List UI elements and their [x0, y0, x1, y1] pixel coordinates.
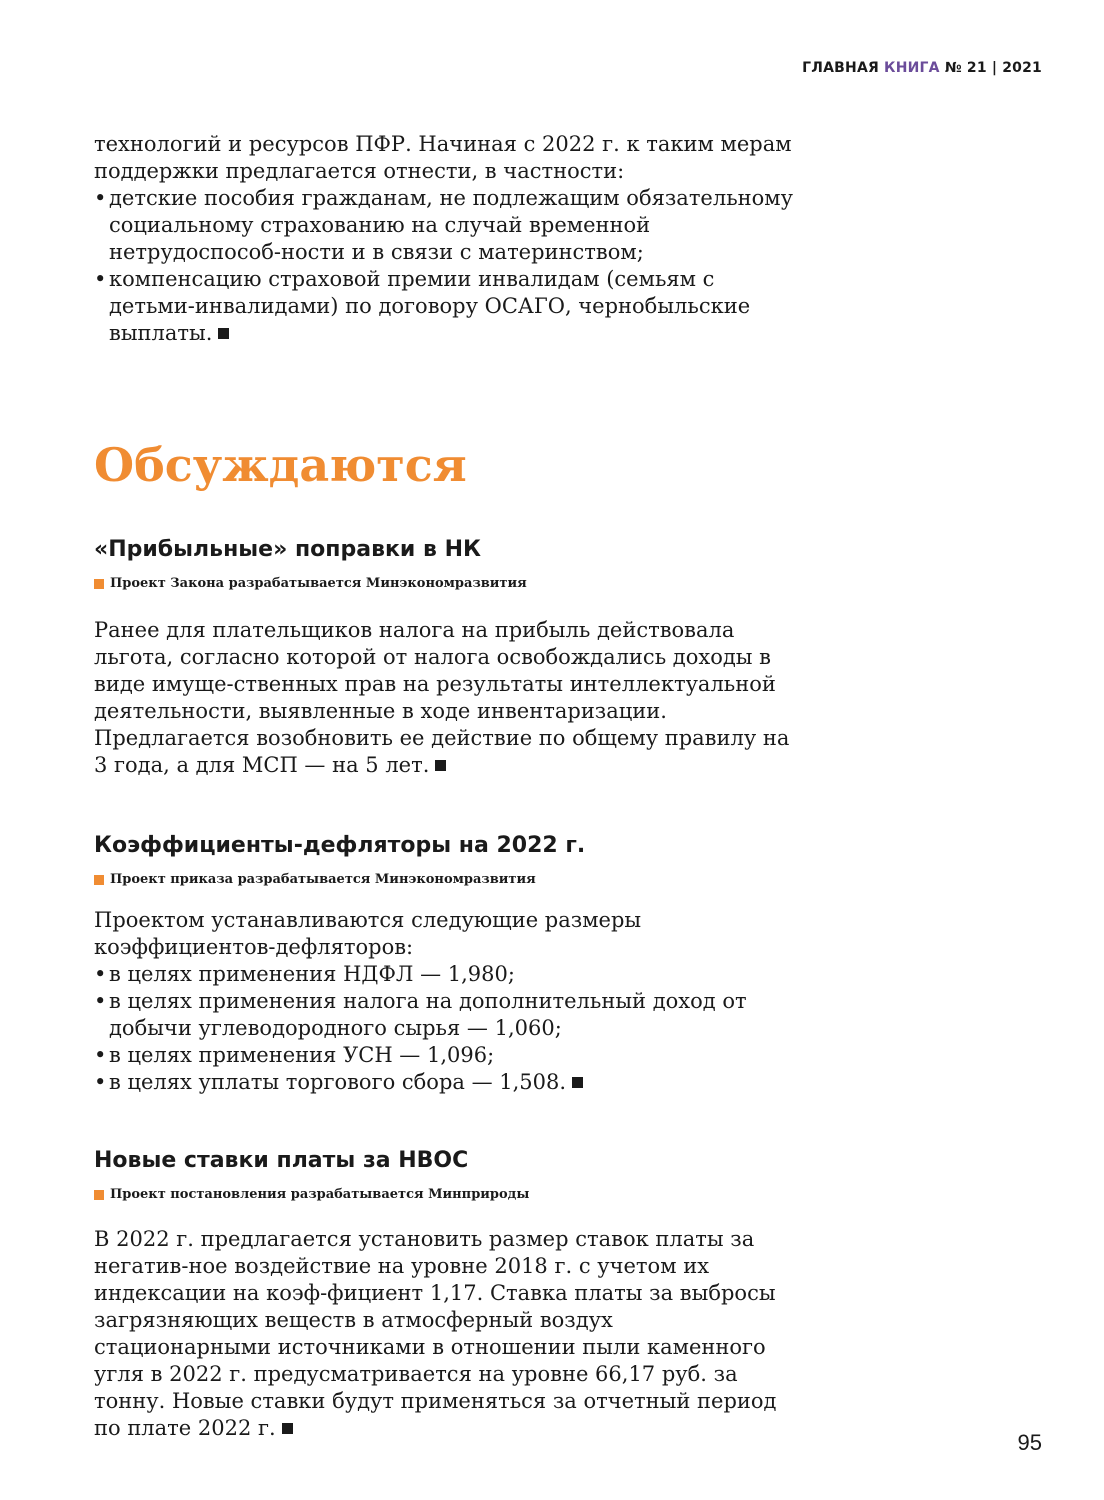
- article-title: «Прибыльные» поправки в НК: [94, 537, 481, 562]
- brand-book: КНИГА: [884, 60, 940, 76]
- article-status: Проект приказа разрабатывается Минэкономразвития: [94, 871, 794, 889]
- end-mark-icon: [282, 1423, 293, 1434]
- list-item: • в целях применения НДФЛ — 1,980;: [94, 961, 794, 988]
- list-item: • в целях уплаты торгового сбора — 1,508.: [94, 1069, 794, 1096]
- issue-number: № 21 | 2021: [944, 60, 1042, 76]
- section-title: Обсуждаются: [94, 438, 467, 492]
- article-title: Коэффициенты-дефляторы на 2022 г.: [94, 833, 586, 858]
- page-content: [94, 131, 794, 1442]
- status-square-icon: [94, 579, 104, 589]
- end-mark-icon: [435, 760, 446, 771]
- list-item: • в целях применения налога на дополнительный доход от добычи углеводородного сырья — 1,060;: [94, 988, 794, 1042]
- article-deflators: [94, 831, 794, 1096]
- page-number: 95: [1017, 1430, 1042, 1455]
- list-item: • в целях применения УСН — 1,096;: [94, 1042, 794, 1069]
- end-mark-icon: [218, 328, 229, 339]
- article-title: Новые ставки платы за НВОС: [94, 1148, 469, 1173]
- status-square-icon: [94, 875, 104, 885]
- list-item: • компенсацию страховой премии инвалидам (семьям с детьми-инвалидами) по договору ОСАГО, чернобыльские выплаты.: [94, 266, 794, 347]
- article-status: Проект постановления разрабатывается Минприроды: [94, 1186, 794, 1204]
- article-text: В 2022 г. предлагается установить размер ставок платы за негатив-ное воздействие на уровне 2018 г. с учетом их индексации на коэф-фициент 1,17. Ставка платы за выбросы загрязняющих веществ в атмосферный воздух стационарными источниками в отношении пыли каменного угля в 2022 г. предусматривается на уровне 66,17 руб. за тонну. Новые ставки будут применяться за отчетный период по плате 2022 г.: [94, 1227, 777, 1440]
- article-text: Проектом устанавливаются следующие размеры коэффициентов-дефляторов:: [94, 908, 642, 959]
- article-nvos-rates: [94, 1146, 794, 1442]
- deflator-list: [94, 961, 794, 1096]
- status-square-icon: [94, 1190, 104, 1200]
- intro-bullet-list: [94, 185, 794, 347]
- article-text: Ранее для плательщиков налога на прибыль действовала льгота, согласно которой от налога освобождались доходы в виде имуще-ственных прав на результаты интеллектуальной деятельности, выявленные в ходе инвентаризации. Предлагается возобновить ее действие по общему правилу на 3 года, а для МСП — на 5 лет.: [94, 618, 790, 777]
- end-mark-icon: [572, 1077, 583, 1088]
- list-item: • детские пособия гражданам, не подлежащим обязательному социальному страхованию на случай временной нетрудоспособ-ности и в связи с материнством;: [94, 185, 794, 266]
- intro-paragraph: технологий и ресурсов ПФР. Начиная с 2022 г. к таким мерам поддержки предлагается отнести, в частности:: [94, 132, 792, 183]
- brand-main: ГЛАВНАЯ: [802, 60, 879, 76]
- page-header: [802, 60, 1042, 76]
- article-status: Проект Закона разрабатывается Минэкономразвития: [94, 575, 794, 593]
- article-profit-amendments: [94, 535, 794, 779]
